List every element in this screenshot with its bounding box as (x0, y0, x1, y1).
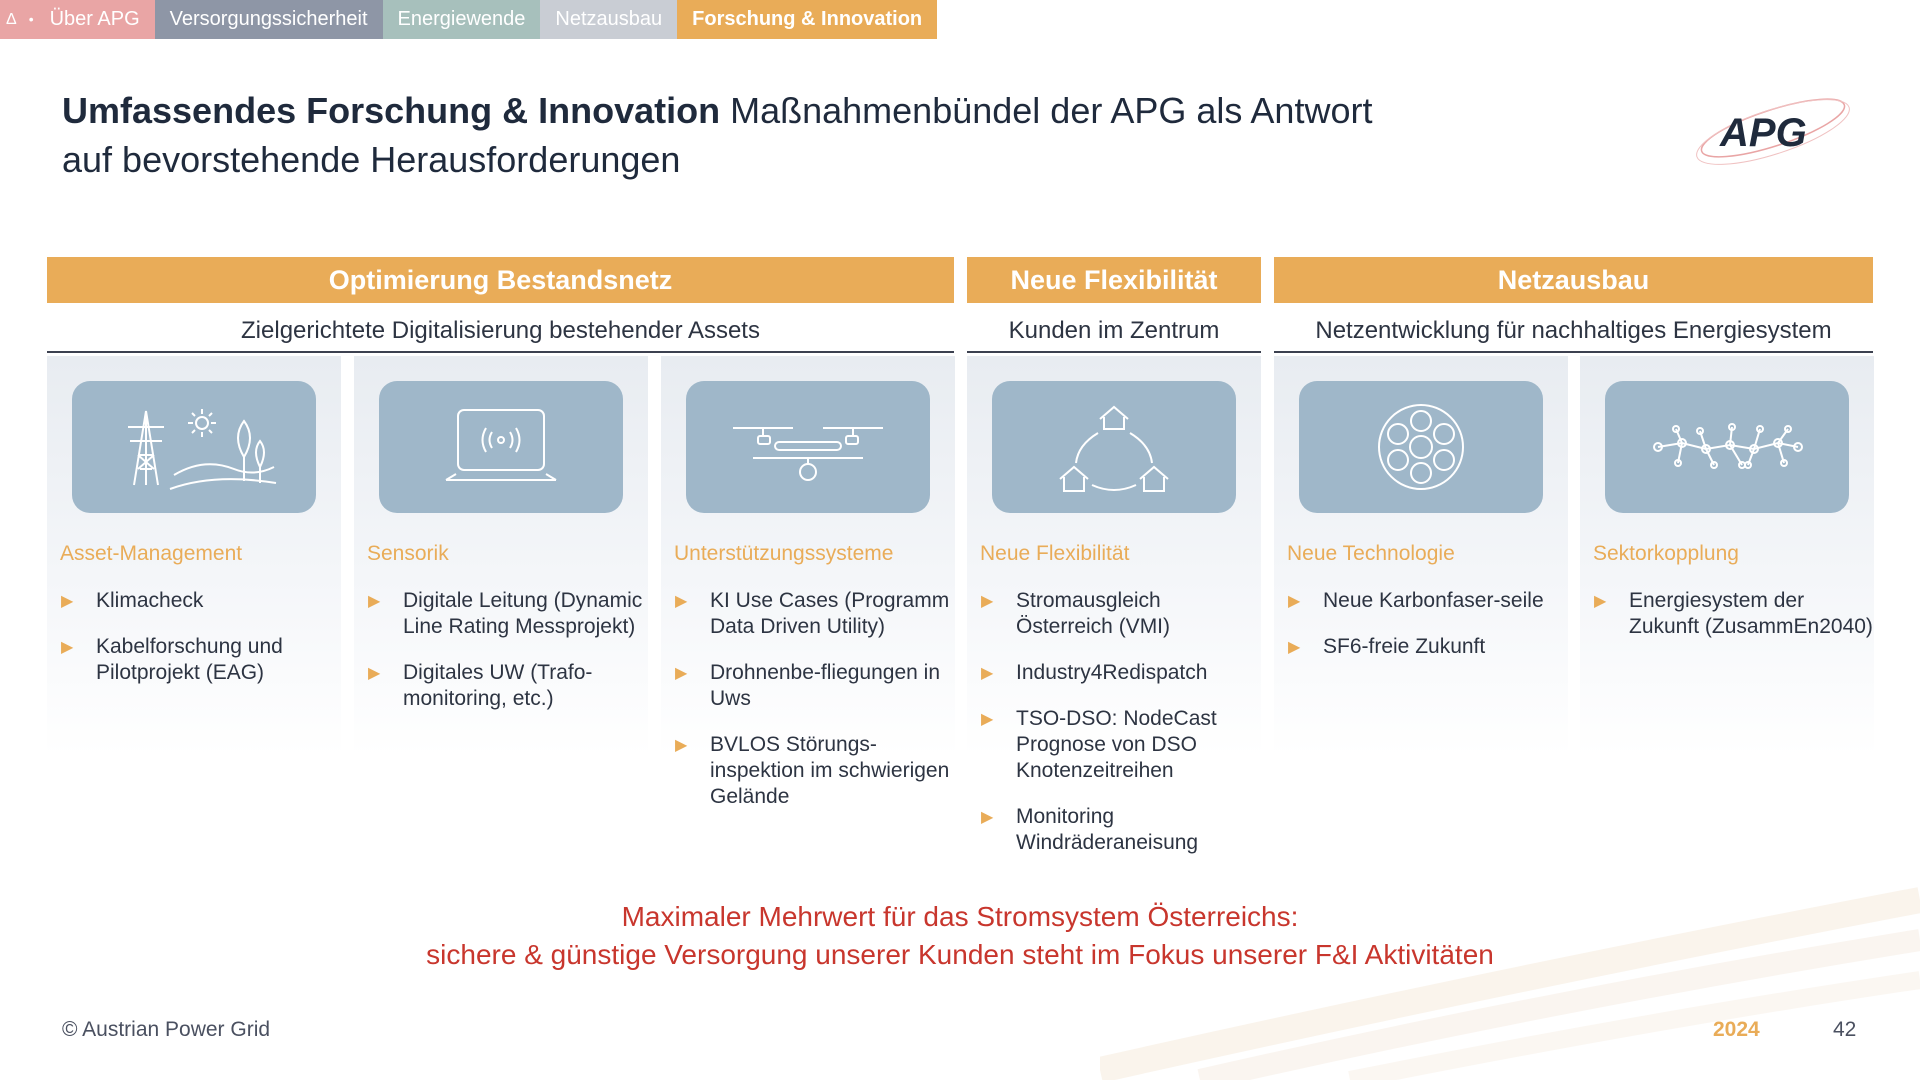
footer-year: 2024 (1713, 1018, 1760, 1041)
home-triangle-icon: Δ (6, 11, 17, 28)
list-item: ▶ Kabelforschung und Pilotprojekt (EAG) (60, 634, 340, 686)
logo-text: APG (1720, 111, 1807, 155)
item-list (980, 588, 1260, 876)
column-sektorkopplung (1580, 356, 1874, 756)
icon-box (1605, 381, 1849, 513)
item-list (1287, 588, 1567, 680)
column-neue-technologie (1274, 356, 1568, 756)
item-list (367, 588, 647, 732)
conclusion-line1: Maximaler Mehrwert für das Stromsystem Österreichs: (621, 901, 1299, 932)
houses-cycle-icon (1054, 397, 1174, 497)
title-bold: Umfassendes Forschung & Innovation (62, 90, 721, 131)
icon-box (686, 381, 930, 513)
cable-cross-section-icon (1371, 397, 1471, 497)
list-item: ▶ KI Use Cases (Programm Data Driven Utility) (674, 588, 954, 640)
column-asset-management (47, 356, 341, 756)
network-nodes-icon (1642, 407, 1812, 487)
nav-tab-label: Über APG (49, 8, 140, 30)
item-list (60, 588, 340, 706)
nav-tab-energiewende[interactable]: Energiewende (383, 0, 541, 39)
item-list (1593, 588, 1873, 660)
footer-copyright: © Austrian Power Grid (62, 1018, 271, 1041)
list-item: ▶ Stromausgleich Österreich (VMI) (980, 588, 1260, 640)
list-item: ▶ Drohnenbe-fliegungen in Uws (674, 660, 954, 712)
column-title: Sensorik (367, 542, 449, 565)
bullet-icon: • (28, 11, 34, 27)
column-neue-flexibilitaet (967, 356, 1261, 854)
category-neue-flexibilitaet: Neue Flexibilität (967, 257, 1261, 303)
icon-box (72, 381, 316, 513)
icon-box (379, 381, 623, 513)
subtitle-flexibilitaet: Kunden im Zentrum (967, 308, 1261, 353)
column-title: Asset-Management (60, 542, 243, 565)
title-line2: auf bevorstehende Herausforderungen (62, 139, 681, 180)
sensor-laptop-icon (436, 402, 566, 492)
nav-tab-netzausbau[interactable]: Netzausbau (540, 0, 677, 39)
list-item: ▶ Monitoring Windräderaneisung (980, 804, 1260, 856)
page-title (62, 86, 1462, 184)
list-item: ▶ Digitales UW (Trafo-monitoring, etc.) (367, 660, 647, 712)
category-netzausbau: Netzausbau (1274, 257, 1873, 303)
icon-box (992, 381, 1236, 513)
column-sensorik (354, 356, 648, 756)
column-title: Sektorkopplung (1593, 542, 1739, 565)
list-item: ▶ Klimacheck (60, 588, 340, 614)
list-item: ▶ Energiesystem der Zukunft (ZusammEn2040) (1593, 588, 1873, 640)
column-unterstuetzungssysteme (661, 356, 955, 808)
column-title: Neue Flexibilität (980, 542, 1130, 565)
category-optimierung-bestandsnetz: Optimierung Bestandsnetz (47, 257, 954, 303)
drone-icon (723, 402, 893, 492)
apg-logo (1688, 88, 1858, 178)
column-title: Neue Technologie (1287, 542, 1455, 565)
nav-tab-forschung-innovation[interactable]: Forschung & Innovation (677, 0, 937, 39)
list-item: ▶ SF6-freie Zukunft (1287, 634, 1567, 660)
conclusion-line2: sichere & günstige Versorgung unserer Kunden steht im Fokus unserer F&I Aktivitäten (426, 939, 1494, 970)
list-item: ▶ Industry4Redispatch (980, 660, 1260, 686)
list-item: ▶ Digitale Leitung (Dynamic Line Rating Messprojekt) (367, 588, 647, 640)
power-tower-landscape-icon (104, 397, 284, 497)
item-list (674, 588, 954, 830)
list-item: ▶ BVLOS Störungs-inspektion im schwierigen Gelände (674, 732, 954, 810)
nav-tab-versorgungssicherheit[interactable]: Versorgungssicherheit (155, 0, 383, 39)
nav-tab-ueber-apg[interactable] (0, 0, 155, 39)
column-title: Unterstützungssysteme (674, 542, 894, 565)
page-number: 42 (1833, 1018, 1857, 1041)
subtitle-netzausbau: Netzentwicklung für nachhaltiges Energiesystem (1274, 308, 1873, 353)
top-navigation (0, 0, 937, 39)
icon-box (1299, 381, 1543, 513)
title-rest: Maßnahmenbündel der APG als Antwort (720, 90, 1373, 131)
list-item: ▶ Neue Karbonfaser-seile (1287, 588, 1567, 614)
subtitle-optimierung: Zielgerichtete Digitalisierung bestehender Assets (47, 308, 954, 353)
list-item: ▶ TSO-DSO: NodeCast Prognose von DSO Knotenzeitreihen (980, 706, 1260, 784)
